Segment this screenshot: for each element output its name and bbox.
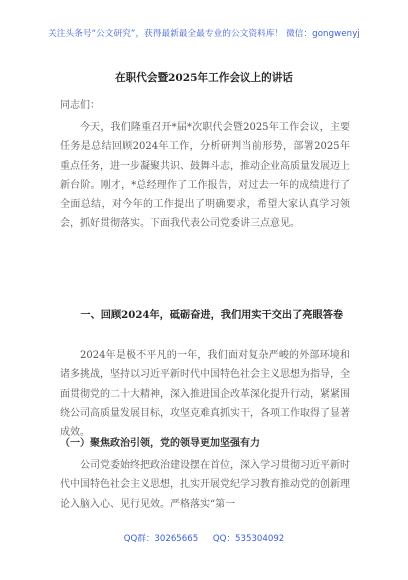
footer-qq-group: QQ群：30265665 [123, 534, 199, 544]
document-title: 在职代会暨2025年工作会议上的讲话 [115, 72, 293, 84]
footer-contact [0, 532, 408, 544]
subsection-1-paragraph: 公司党委始终把政治建设摆在首位，深入学习贯彻习近平新时代中国特色社会主义思想，扎实开展党纪学习教育推动党的创新理论入脑入心、见行见效。严格落实“第一 [60, 460, 350, 510]
subsection-heading-1: （一）聚焦政治引领，党的领导更加坚强有力 [60, 438, 260, 449]
footer-qq: QQ：535304092 [212, 534, 285, 544]
intro-paragraph: 今天，我们隆重召开*届*次职代会暨2025年工作会议，主要任务是总结回顾2024年工作，分析研判当前形势，部署2025年重点任务，进一步凝聚共识、鼓舞斗志，推动企业高质量发展迈上新台阶。刚才，*总经理作了工作报告，对过去一年的成绩进行了全面总结，对今年的工作提出了明确要求，希望大家认真学习领会，抓好贯彻落实。下面我代表公司党委讲三点意见。 [60, 122, 350, 230]
section-1-paragraph: 2024年是极不平凡的一年，我们面对复杂严峻的外部环境和诸多挑战，坚持以习近平新时代中国特色社会主义思想为指导，全面贯彻党的二十大精神，深入推进国企改革深化提升行动，紧紧围绕公司高质量发展目标，攻坚克难真抓实干，各项工作取得了显著成效。 [60, 350, 350, 439]
salutation: 同志们： [60, 100, 100, 111]
header-promo-note: 关注头条号“公文研究”，获得最新最全最专业的公文资料库！ 微信：gongwenyj [48, 29, 360, 39]
section-heading-1: 一、回顾2024年，砥砺奋进，我们用实干交出了亮眼答卷 [80, 309, 344, 321]
